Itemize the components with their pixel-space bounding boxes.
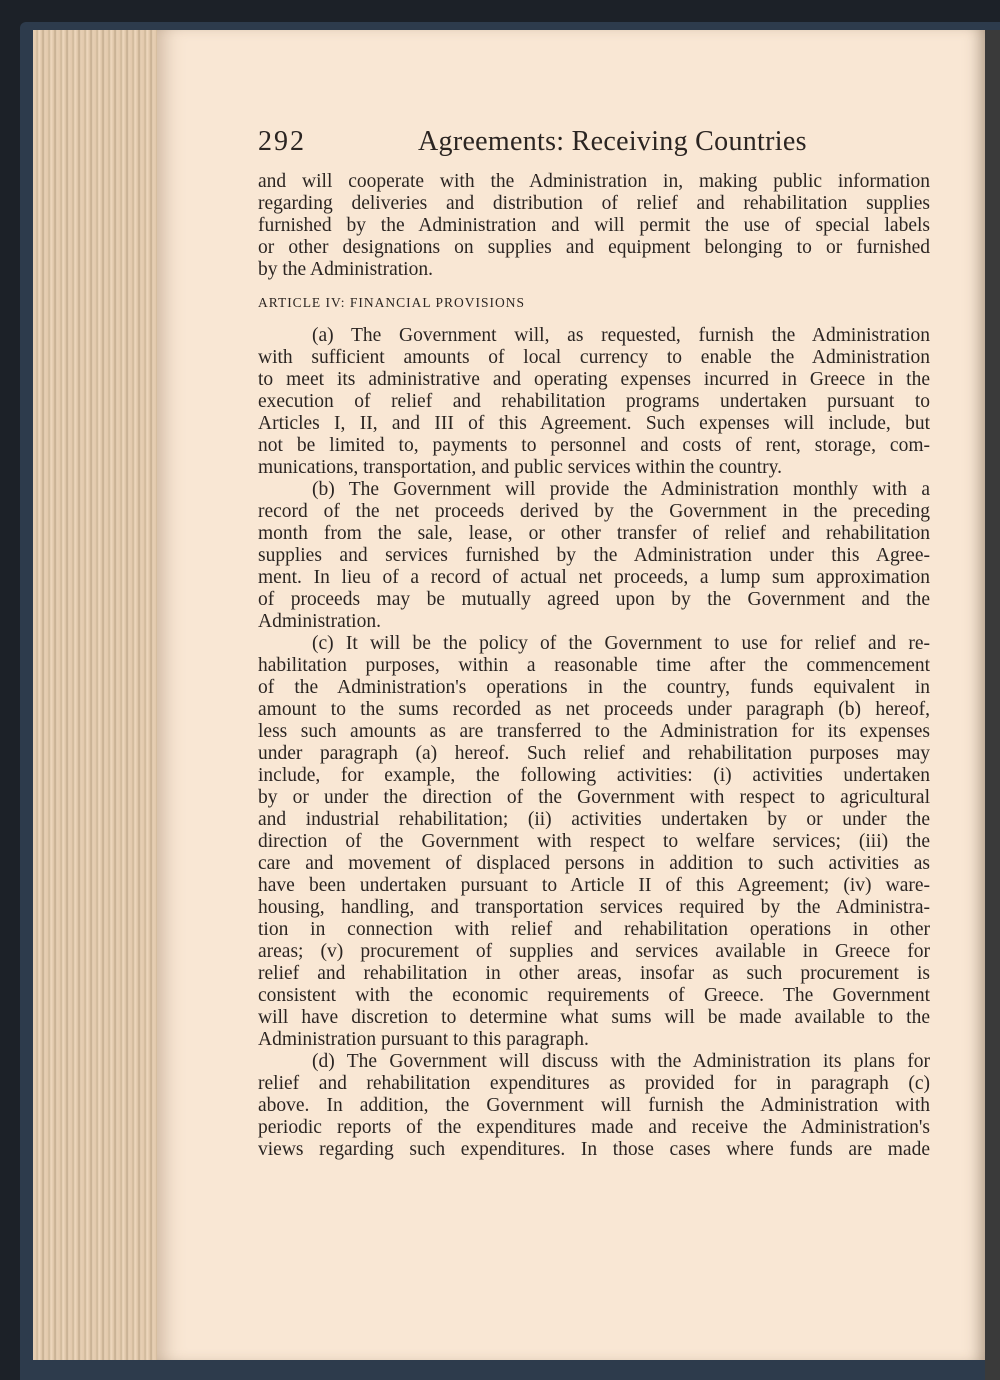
running-header bbox=[258, 126, 818, 158]
paragraph-line: by or under the direction of the Government with respect to agricultural bbox=[258, 787, 930, 808]
paragraph-line: have been undertaken pursuant to Article II of this Agreement; (iv) ware- bbox=[258, 875, 930, 896]
paragraph-line: of the Administration's operations in the country, funds equivalent in bbox=[258, 677, 930, 698]
paragraph-line: periodic reports of the expenditures made and receive the Administration's bbox=[258, 1117, 930, 1138]
paragraph-line: above. In addition, the Government will furnish the Administration with bbox=[258, 1095, 930, 1116]
paragraph-line: amount to the sums recorded as net proceeds under paragraph (b) hereof, bbox=[258, 699, 930, 720]
page-edges bbox=[33, 30, 158, 1360]
paragraph-line: include, for example, the following activities: (i) activities undertaken bbox=[258, 765, 930, 786]
paragraph-line: (d) The Government will discuss with the Administration its plans for bbox=[312, 1051, 930, 1072]
paragraph-line: not be limited to, payments to personnel and costs of rent, storage, com- bbox=[258, 435, 930, 456]
page-number: 292 bbox=[258, 126, 306, 157]
page-body bbox=[258, 171, 930, 1161]
paragraph-line: of proceeds may be mutually agreed upon by the Government and the bbox=[258, 589, 930, 610]
paragraph-line: record of the net proceeds derived by the Government in the preceding bbox=[258, 501, 930, 522]
article-heading: ARTICLE IV: FINANCIAL PROVISIONS bbox=[258, 295, 526, 310]
paragraph-line: habilitation purposes, within a reasonable time after the commencement bbox=[258, 655, 930, 676]
paragraph-line: supplies and services furnished by the Administration under this Agree- bbox=[258, 545, 930, 566]
paragraph-line: views regarding such expenditures. In those cases where funds are made bbox=[258, 1139, 930, 1160]
paragraph-line: under paragraph (a) hereof. Such relief and rehabilitation purposes may bbox=[258, 743, 930, 764]
paragraph-line: with sufficient amounts of local currency to enable the Administration bbox=[258, 347, 930, 368]
paragraph-line: month from the sale, lease, or other transfer of relief and rehabilitation bbox=[258, 523, 930, 544]
paragraph-line: Administration. bbox=[258, 611, 381, 632]
paragraph-line: direction of the Government with respect to welfare services; (iii) the bbox=[258, 831, 930, 852]
text-line: regarding deliveries and distribution of relief and rehabilitation supplies bbox=[258, 193, 930, 214]
paragraph-line: tion in connection with relief and rehabilitation operations in other bbox=[258, 919, 930, 940]
paragraph-line: areas; (v) procurement of supplies and services available in Greece for bbox=[258, 941, 930, 962]
paragraph-line: munications, transportation, and public services within the country. bbox=[258, 457, 783, 478]
paragraph-line: Administration pursuant to this paragraph. bbox=[258, 1029, 589, 1050]
text-line: by the Administration. bbox=[258, 259, 433, 280]
running-title: Agreements: Receiving Countries bbox=[418, 126, 807, 157]
paragraph-line: less such amounts as are transferred to the Administration for its expenses bbox=[258, 721, 930, 742]
text-line: or other designations on supplies and equipment belonging to or furnished bbox=[258, 237, 930, 258]
paragraph-line: ment. In lieu of a record of actual net proceeds, a lump sum approximation bbox=[258, 567, 930, 588]
paragraph-line: (b) The Government will provide the Administration monthly with a bbox=[312, 479, 930, 500]
paragraph-line: consistent with the economic requirements of Greece. The Government bbox=[258, 985, 930, 1006]
paragraph-line: to meet its administrative and operating expenses incurred in Greece in the bbox=[258, 369, 930, 390]
paragraph-line: Articles I, II, and III of this Agreement. Such expenses will include, but bbox=[258, 413, 930, 434]
paragraph-line: relief and rehabilitation in other areas, insofar as such procurement is bbox=[258, 963, 930, 984]
paragraph-line: (a) The Government will, as requested, furnish the Administration bbox=[312, 325, 930, 346]
paragraph-line: (c) It will be the policy of the Government to use for relief and re- bbox=[312, 633, 930, 654]
paragraph-line: execution of relief and rehabilitation programs undertaken pursuant to bbox=[258, 391, 930, 412]
paragraph-line: will have discretion to determine what sums will be made available to the bbox=[258, 1007, 930, 1028]
paragraph-line: housing, handling, and transportation services required by the Administra- bbox=[258, 897, 930, 918]
text-line: furnished by the Administration and will permit the use of special labels bbox=[258, 215, 930, 236]
book-gutter bbox=[985, 30, 1000, 1380]
text-line: and will cooperate with the Administration in, making public information bbox=[258, 171, 930, 192]
paragraph-line: care and movement of displaced persons in addition to such activities as bbox=[258, 853, 930, 874]
paragraph-line: and industrial rehabilitation; (ii) activities undertaken by or under the bbox=[258, 809, 930, 830]
paragraph-line: relief and rehabilitation expenditures as provided for in paragraph (c) bbox=[258, 1073, 930, 1094]
